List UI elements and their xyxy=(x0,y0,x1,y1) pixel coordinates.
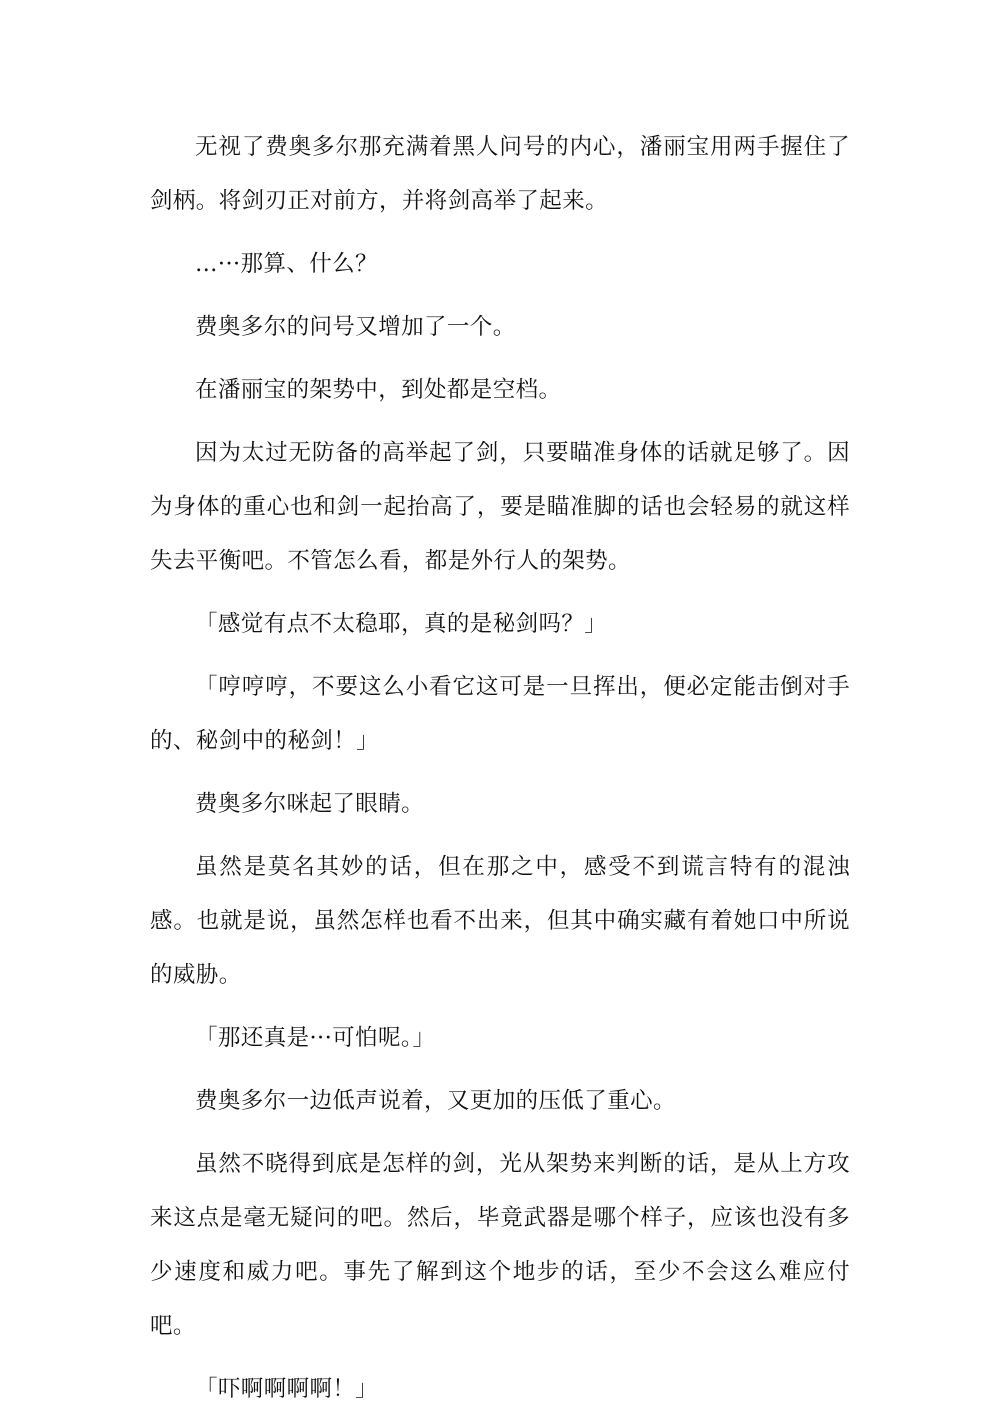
paragraph: 费奥多尔一边低声说着，又更加的压低了重心。 xyxy=(195,1088,676,1114)
dialogue-paragraph: 「感觉有点不太稳耶，真的是秘剑吗？」 xyxy=(195,611,608,637)
paragraph: 在潘丽宝的架势中，到处都是空档。 xyxy=(195,377,562,403)
paragraph: …···那算、什么？ xyxy=(195,251,378,277)
paragraph: 虽然是莫名其妙的话，但在那之中，感受不到谎言特有的混浊感。也就是说，虽然怎样也看不出来，但其中确实藏有着她口中所说的威胁。 xyxy=(150,854,850,988)
paragraph: 虽然不晓得到底是怎样的剑，光从架势来判断的话，是从上方攻来这点是毫无疑问的吧。然后，毕竟武器是哪个样子，应该也没有多少速度和威力吧。事先了解到这个地步的话，至少不会这么难应付吧。 xyxy=(150,1151,850,1339)
paragraph: 因为太过无防备的高举起了剑，只要瞄准身体的话就足够了。因为身体的重心也和剑一起抬高了，要是瞄准脚的话也会轻易的就这样失去平衡吧。不管怎么看，都是外行人的架势。 xyxy=(150,440,850,574)
document-page xyxy=(150,120,850,1425)
paragraph: 费奥多尔咪起了眼睛。 xyxy=(195,791,425,817)
paragraph: 无视了费奥多尔那充满着黑人问号的内心，潘丽宝用两手握住了剑柄。将剑刃正对前方，并将剑高举了起来。 xyxy=(150,134,850,214)
dialogue-paragraph: 「哼哼哼，不要这么小看它这可是一旦挥出，便必定能击倒对手的、秘剑中的秘剑！」 xyxy=(150,674,850,754)
dialogue-paragraph: 「那还真是···可怕呢。」 xyxy=(195,1025,436,1051)
dialogue-paragraph: 「吓啊啊啊啊！」 xyxy=(195,1376,379,1402)
paragraph: 费奥多尔的问号又增加了一个。 xyxy=(195,314,516,340)
